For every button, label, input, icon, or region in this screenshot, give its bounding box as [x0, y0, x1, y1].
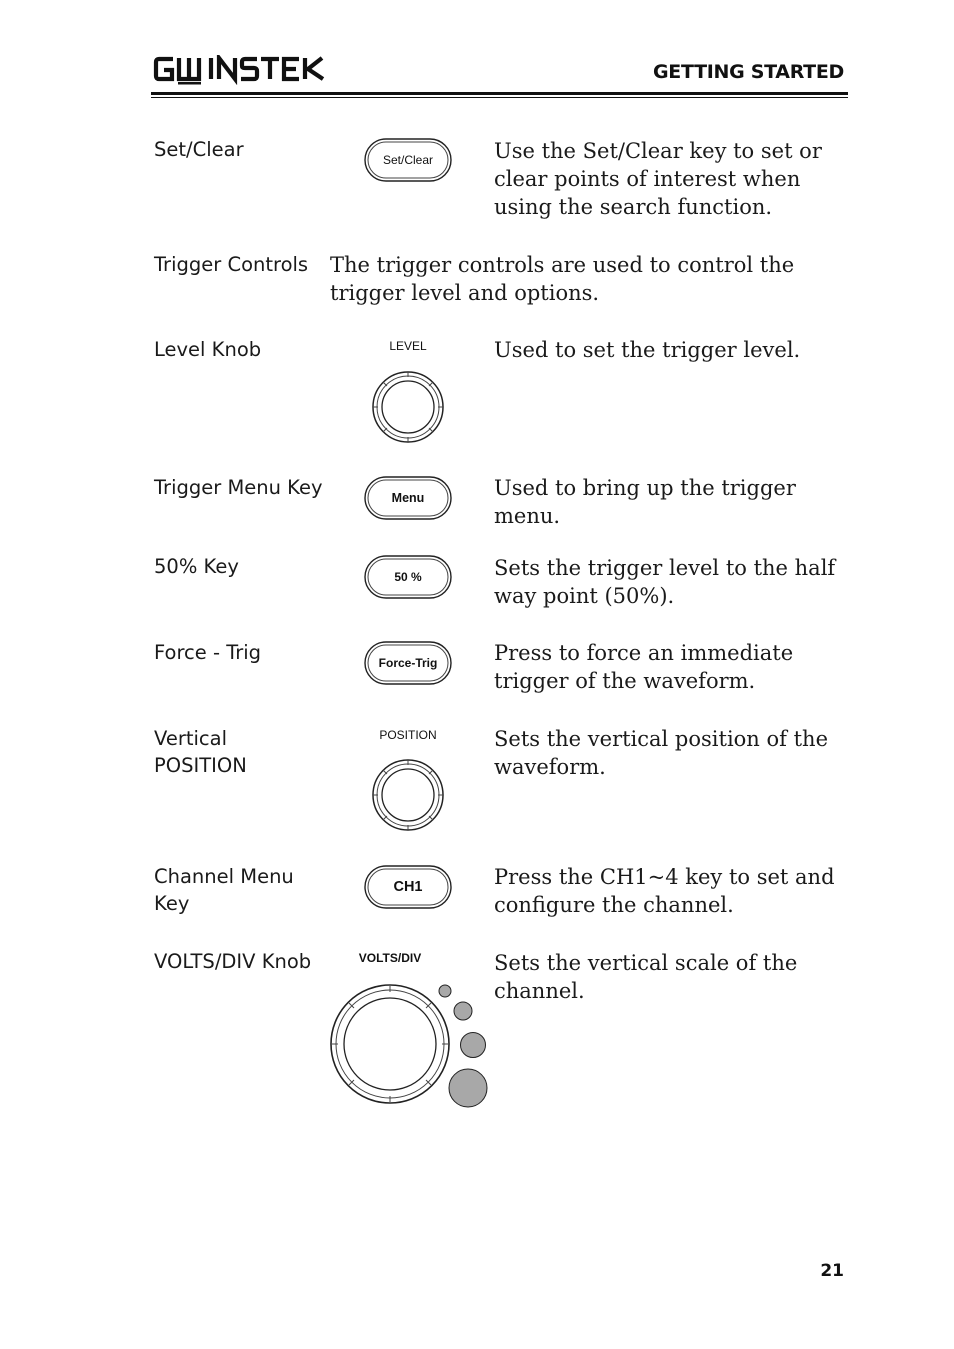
set-clear-key [364, 138, 452, 182]
position-knob [370, 757, 446, 838]
header-rule [151, 92, 848, 95]
volts-div-knob [330, 978, 492, 1113]
logo-graphic [153, 55, 328, 85]
ch1-key [364, 865, 452, 909]
term-trigger-controls: Trigger Controls [154, 253, 309, 276]
description-trigger-controls: The trigger controls are used to control the trigger level and options. [330, 253, 795, 305]
term-set-clear: Set/Clear [154, 138, 244, 161]
description-trigger-menu-key: Used to bring up the trigger menu. [494, 476, 796, 528]
set-clear-key-label: Set/Clear [382, 153, 434, 167]
level-knob [370, 369, 446, 450]
description-vertical-position: Sets the vertical position of the waveform. [494, 727, 828, 779]
force-trig-key [364, 641, 452, 685]
description-set-clear: Use the Set/Clear key to set or clear points of interest when using the search function. [494, 139, 822, 219]
description-channel-menu-key: Press the CH1~4 key to set and configure the channel. [494, 865, 835, 917]
page-number: 21 [820, 1261, 844, 1281]
description-50-percent-key: Sets the trigger level to the half way point (50%). [494, 556, 836, 608]
term-volts-div-knob: VOLTS/DIV Knob [154, 950, 312, 973]
term-force-trig: Force - Trig [154, 641, 262, 664]
position-knob-caption: POSITION [379, 728, 437, 742]
section-title: GETTING STARTED [653, 61, 844, 83]
term-trigger-menu-key: Trigger Menu Key [154, 476, 323, 499]
fifty-percent-key-label: 50 % [394, 570, 422, 584]
ch1-key-label: CH1 [393, 879, 423, 895]
description-volts-div-knob: Sets the vertical scale of the channel. [494, 951, 798, 1003]
fifty-percent-key [364, 555, 452, 599]
term-level-knob: Level Knob [154, 338, 262, 361]
description-level-knob: Used to set the trigger level. [494, 338, 801, 362]
menu-key-label: Menu [391, 491, 425, 505]
term-vertical-position: Vertical POSITION [154, 727, 247, 777]
term-channel-menu-key: Channel Menu Key [154, 865, 294, 915]
force-trig-key-label: Force-Trig [378, 656, 438, 670]
header-rule-thin [151, 97, 848, 98]
description-force-trig: Press to force an immediate trigger of the waveform. [494, 641, 794, 693]
level-knob-caption: LEVEL [389, 339, 427, 353]
menu-key [364, 476, 452, 520]
term-50-percent-key: 50% Key [154, 555, 239, 578]
gw-instek-logo [153, 55, 328, 85]
volts-div-knob-caption: VOLTS/DIV [358, 951, 422, 965]
